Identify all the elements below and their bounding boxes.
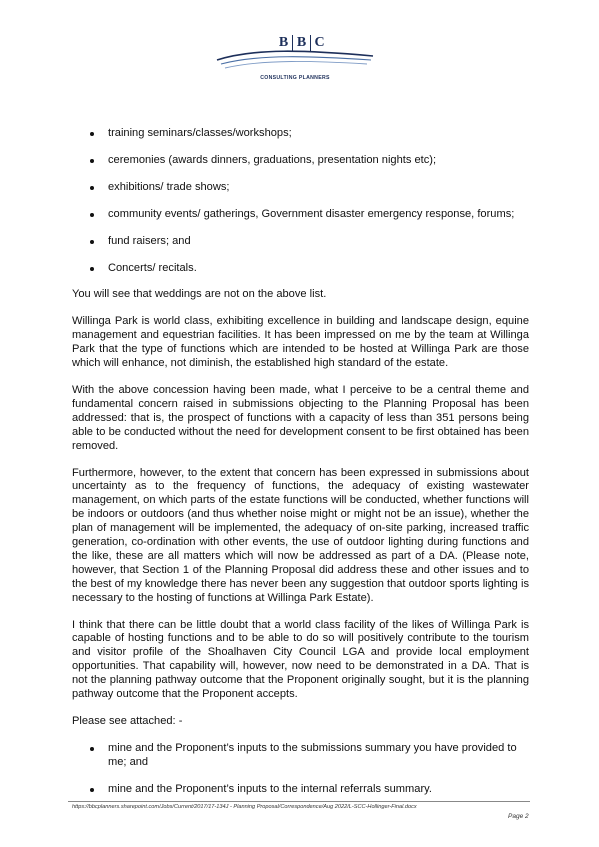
bbc-logo: [215, 28, 375, 88]
bullet-icon: [90, 132, 94, 136]
list-item: fund raisers; and: [72, 235, 529, 249]
paragraph: With the above concession having been made, what I perceive to be a central theme and fundamental concern raised in submissions objecting to the Planning Proposal has been addressed: that is, the prospect of functions with a capacity of less than 351 persons being able to be conducted without the need for development consent to be first obtained has been removed.: [72, 383, 529, 452]
logo-letter-1: B: [278, 35, 289, 50]
paragraph: Please see attached: -: [72, 715, 183, 727]
letter-body: [72, 127, 529, 810]
list-item: mine and the Proponent’s inputs to the internal referrals summary.: [72, 783, 529, 797]
paragraph: Willinga Park is world class, exhibiting excellence in building and landscape design, equine management and equestrian facilities. It has been impressed on me by the team at Willinga Park that the type of functions which are intended to be hosted at Willinga Park are those which will enhance, not diminish, the established high standard of the estate.: [72, 315, 529, 370]
logo-letters: [275, 35, 328, 51]
bullet-icon: [90, 159, 94, 163]
list-item: ceremonies (awards dinners, graduations, presentation nights etc);: [72, 154, 529, 168]
list-item: training seminars/classes/workshops;: [72, 127, 529, 141]
attachments-list: [72, 742, 529, 797]
bullet-icon: [90, 186, 94, 190]
list-item: community events/ gatherings, Government disaster emergency response, forums;: [72, 208, 529, 222]
paragraph: I think that there can be little doubt that a world class facility of the likes of Willinga Park is capable of hosting functions and to be able to do so will positively contribute to the tourism and visitor profile of the Shoalhaven City Council LGA and provide local employment opportunities. That capability will, however, now need to be demonstrated in a DA. That is not the planning pathway outcome that the Proponent originally sought, but it is the planning pathway outcome that the Proponent accepts.: [72, 618, 529, 701]
footer-file-path: https://bbcplanners.sharepoint.com/Jobs/Current/2017/17-134J - Planning Proposal/Correspondence/Aug 2022/L-SCC-Hollinger-Final.docx: [72, 804, 417, 810]
footer-divider: [68, 801, 530, 802]
bullet-icon: [90, 788, 94, 792]
bullet-icon: [90, 747, 94, 751]
paragraph: Furthermore, however, to the extent that concern has been expressed in submissions about uncertainty as to the frequency of functions, the adequacy of existing wastewater management, on which parts of the estate functions will be conducted, whether functions will be indoors or outdoors (and thus whether noise might or might not be an issue), whether the plan of management will be implemented, the adequacy of on-site parking, increased traffic generation, co-ordination with other events, the use of outdoor lighting during functions and the like, these are all matters which will now be addressed as part of a DA. (Please note, however, that Section 1 of the Planning Proposal did address these and other issues and to the best of my knowledge there has never been any suggestion that outdoor sports lighting is necessary to the hosting of functions at Willinga Park Estate).: [72, 466, 529, 604]
logo-subtitle: CONSULTING PLANNERS: [260, 75, 330, 81]
logo-letter-2: B: [296, 35, 307, 50]
logo-letter-3: C: [314, 35, 325, 50]
paragraph: You will see that weddings are not on the above list.: [72, 288, 327, 301]
bullet-icon: [90, 267, 94, 271]
bullet-icon: [90, 213, 94, 217]
list-item: Concerts/ recitals.: [72, 262, 529, 276]
bullet-icon: [90, 240, 94, 244]
list-item: exhibitions/ trade shows;: [72, 181, 529, 195]
function-types-list: [72, 127, 529, 275]
page-number: Page 2: [508, 813, 529, 820]
list-item: mine and the Proponent’s inputs to the submissions summary you have provided to me; and: [72, 742, 529, 770]
